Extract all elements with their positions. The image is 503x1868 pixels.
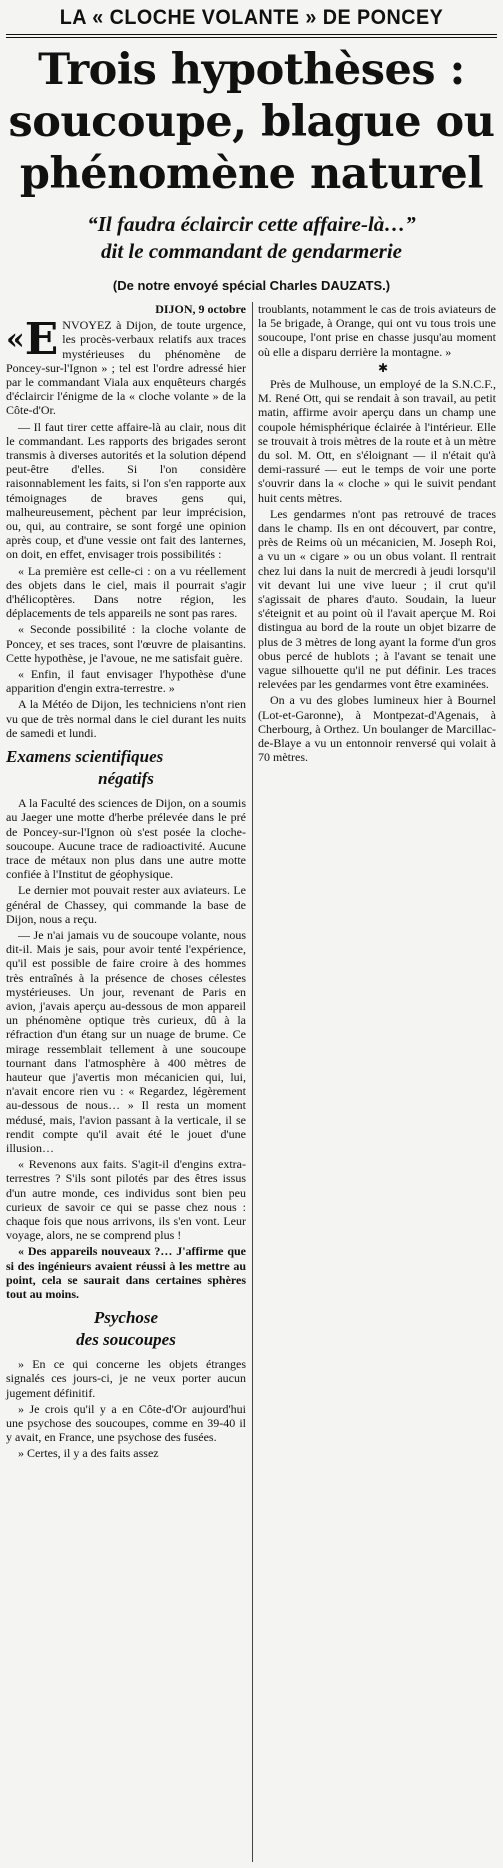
drop-cap: «E: [6, 314, 59, 366]
paragraph: — Il faut tirer cette affaire-là au clair, nous dit le commandant. Les rapports des brigades seront transmis à diverses autorités et la solution dépend peut-être d'elles. Si l'on considère raisonnablement les faits, si l'on s'en rapporte aux témoignages de braves gens qui, malheureusement, pèchent par leur imprécision, ou, qui, au contraire, se sont forgé une opinion après coup, et d'une vessie ont fait des lanternes, on doit, en effet, envisager trois possibilités :: [6, 419, 246, 562]
rule-top: [6, 34, 497, 35]
subtitle-line-1: “Il faudra éclaircir cette affaire-là…”: [87, 212, 416, 236]
paragraph: « Enfin, il faut envisager l'hypothèse d'une apparition d'engin extra-terrestre. »: [6, 667, 246, 696]
headline-line-3: phénomène naturel: [19, 149, 484, 199]
subtitle-line-2: dit le commandant de gendarmerie: [101, 239, 402, 263]
headline-line-2: soucoupe, blague ou: [8, 97, 495, 147]
paragraph: » En ce qui concerne les objets étranges signalés ces jours-ci, je ne veux porter aucun jugement définitif.: [6, 1357, 246, 1400]
headline-line-1: Trois hypothèses :: [38, 45, 465, 95]
paragraph: « Des appareils nouveaux ?… J'affirme que si des ingénieurs avaient réussi à les mettre au point, cela se saurait dans certaines sphères tout au moins.: [6, 1244, 246, 1301]
paragraph: « Revenons aux faits. S'agit-il d'engins extra-terrestres ? S'ils sont pilotés par des êtres issus d'un autre monde, ces individus sont bien peu curieux de savoir ce qui se passe chez nous : chaque fois que nous arrivons, ils s'en vont. Leur voyage, alors, ne se comprend plus !: [6, 1157, 246, 1243]
separator-star-icon: ✱: [377, 360, 389, 375]
section-heading-psychosis: Psychose des soucoupes: [76, 1308, 176, 1350]
paragraph: On a vu des globes lumineux hier à Bournel (Lot-et-Garonne), à Montpezat-d'Agenais, à Cherbourg, à Orthez. Un boulanger de Marcillac-de-Blaye a vu un entonnoir renversé qui volait à 70 mètres.: [258, 693, 496, 765]
paragraph: — Je n'ai jamais vu de soucoupe volante, nous dit-il. Mais je sais, pour avoir tenté l'expérience, qu'il est possible de faire croire à des hommes très entraînés à la présence de choses célestes mystérieuses. Un jour, revenant de Paris en avion, j'avais aperçu au-dessous de mon appareil un phénomène optique très curieux, dû à la réfraction d'un étang sur un nuage de brume. Ce mirage ressemblait tellement à une soucoupe tournant dans l'atmosphère à 400 mètres de hauteur que j'avertis mon mécanicien qui, lui, n'avait encore rien vu : « Regardez, légèrement au-dessous de nous… » Il resta un moment médusé, mais, l'avion passant à la verticale, il se rendit compte qu'il avait été le jouet d'une illusion…: [6, 927, 246, 1155]
kicker: LA « CLOCHE VOLANTE » DE PONCEY: [59, 6, 444, 29]
paragraph: » Certes, il y a des faits assez: [18, 1446, 159, 1461]
paragraph: Le dernier mot pouvait rester aux aviateurs. Le général de Chassey, qui commande la base de Dijon, nous a reçu.: [6, 883, 246, 926]
paragraph: « Seconde possibilité : la cloche volante de Poncey, et ses traces, sont l'œuvre de plaisantins. Cette hypothèse, je l'avoue, ne me satisfait guère.: [6, 622, 246, 665]
rule-top-2: [6, 37, 497, 38]
byline: (De notre envoyé spécial Charles DAUZATS.): [112, 278, 391, 293]
paragraph: » Je crois qu'il y a en Côte-d'Or aujourd'hui une psychose des soucoupes, comme en 39-40 il y avait, en France, une psychose des fusées.: [6, 1401, 246, 1445]
paragraph: « La première est celle-ci : on a vu réellement des objets dans le ciel, mais il pourrait s'agir d'hélicoptères. Dans notre région, les déplacements de tels appareils ne sont pas rares.: [6, 563, 246, 621]
paragraph-lead: «E NVOYEZ à Dijon, de toute urgence, les procès-verbaux relatifs aux traces mystérieuses du phénomène de Poncey-sur-l'Ignon » ; tel est l'ordre adressé hier par le commandant Viala aux enquêteurs chargés d'éclaircir l'énigme de la « cloche volante » de la Côte-d'Or.: [6, 314, 246, 418]
paragraph: A la Faculté des sciences de Dijon, on a soumis au Jaeger une motte d'herbe prélevée dans le pré de Poncey-sur-l'Ignon où s'est posée la cloche-soucoupe. Aucune trace de radioactivité. Aucune trace de métaux non plus dans une autre motte confiée à l'Institut de géophysique.: [6, 796, 246, 882]
column-divider: [252, 302, 253, 1862]
paragraph: A la Météo de Dijon, les techniciens n'ont rien vu que de très normal dans le ciel durant les nuits de samedi et lundi.: [6, 697, 246, 740]
dateline: DIJON, 9 octobre: [155, 302, 246, 316]
paragraph: Les gendarmes n'ont pas retrouvé de traces dans le champ. Ils en ont découvert, par contre, près de Reims où un mécanicien, M. Joseph Roi, a vu un « cigare » ou un obus volant. Il rentrait chez lui dans la nuit de mercredi à jeudi lorsqu'il vit devant lui une vive lueur ; il crut qu'il s'agissait de phares d'auto. Soudain, la lueur s'éteignit et au point où il l'avait aperçue M. Roi distingua au bord de la route un objet bizarre de plus de 3 mètres de long ayant la forme d'un gros obus percé de hublots ; à l'avant se tenait une vague silhouette qu'il ne put définir. Les traces relevées par les gendarmes vont être examinées.: [258, 506, 496, 692]
section-heading-scientific-exams: Examens scientifiques négatifs: [6, 747, 164, 789]
paragraph: Près de Mulhouse, un employé de la S.N.C.F., M. René Ott, qui se rendait à son travail, au petit matin, affirme avoir aperçu dans un champ une coupole hémisphérique éclairée à l'intérieur. Elle se trouvait à trois mètres de la route et à un mètre du sol. M. Ott, en s'éloignant — il n'était qu'à demi-rassuré — eut le temps de voir une porte s'ouvrir dans la « cloche » qui le suivit pendant huit cents mètres.: [258, 377, 496, 505]
paragraph: troublants, notamment le cas de trois aviateurs de la 5e brigade, à Orange, qui ont vu tous trois une soucoupe, l'ont prise en chasse jusqu'au moment où elle a disparu derrière la montagne. »: [258, 302, 496, 359]
right-column: [258, 302, 496, 767]
left-column: [6, 302, 246, 1463]
